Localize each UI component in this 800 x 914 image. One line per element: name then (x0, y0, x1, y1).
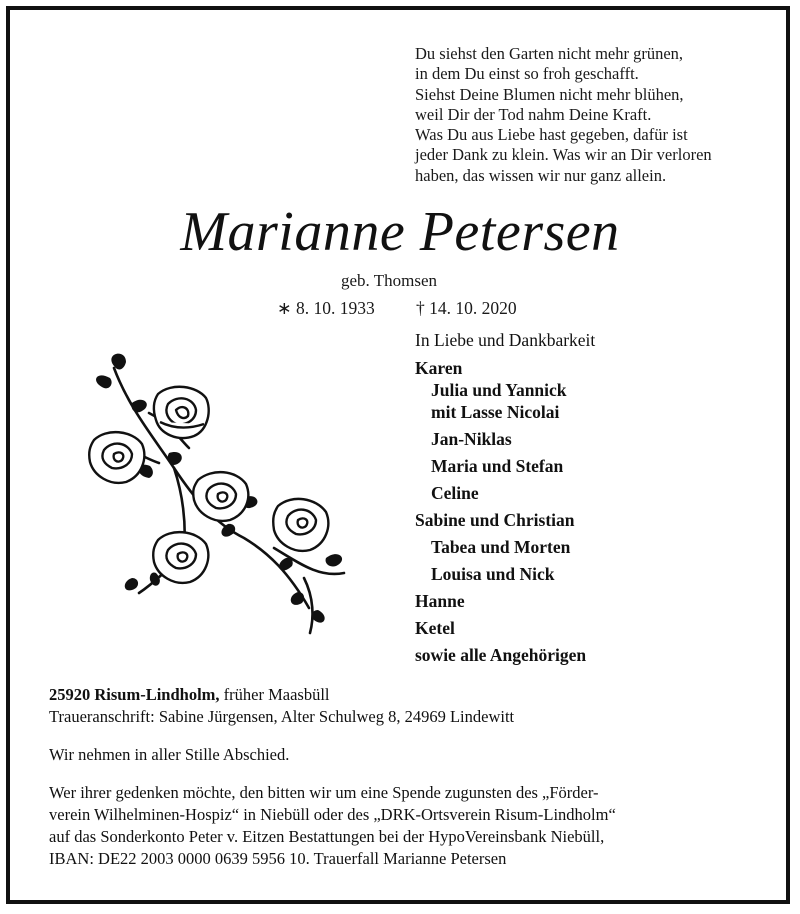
poem-line: Du siehst den Garten nicht mehr grünen, (415, 44, 684, 63)
memorial-poem (415, 44, 775, 186)
poem-line: in dem Du einst so froh geschafft. (415, 64, 639, 84)
residence-location: 25920 Risum-Lindholm, (49, 685, 220, 704)
mourning-address: Traueranschrift: Sabine Jürgensen, Alter Schulweg 8, 24969 Lindewitt (49, 707, 515, 726)
donation-line: verein Wilhelminen-Hospiz“ in Niebüll oder des „DRK-Ortsverein Risum-Lindholm“ (49, 805, 616, 824)
mourner-entry: Maria und Stefan (431, 456, 564, 476)
poem-line: Siehst Deine Blumen nicht mehr blühen, (415, 84, 684, 104)
mourners-list (415, 328, 775, 666)
mourner-entry: Hanne (415, 591, 465, 611)
mourner-entry: Sabine und Christian (415, 510, 575, 530)
mourner-entry: Jan-Niklas (431, 429, 512, 449)
mourner-entry: Tabea und Morten (431, 537, 571, 557)
rose-branch-illustration (74, 348, 354, 638)
donation-line: IBAN: DE22 2003 0000 0639 5956 10. Trauerfall Marianne Petersen (49, 849, 507, 868)
birth-date: ∗ 8. 10. 1933 (277, 298, 375, 318)
notice-footer (49, 684, 779, 870)
death-date: † 14. 10. 2020 (416, 298, 517, 318)
poem-line: Was Du aus Liebe hast gegeben, dafür ist (415, 125, 688, 145)
mourners-intro: In Liebe und Dankbarkeit (415, 330, 596, 350)
mourner-entry: Karen (415, 358, 463, 378)
mourner-entry: mit Lasse Nicolai (431, 402, 560, 422)
residence-former: früher Maasbüll (219, 685, 330, 704)
mourner-entry: sowie alle Angehörigen (415, 645, 587, 665)
maiden-name: geb. Thomsen (341, 271, 438, 290)
mourner-entry: Ketel (415, 618, 455, 638)
residence-line (49, 684, 779, 706)
poem-line: weil Dir der Tod nahm Deine Kraft. (415, 104, 652, 124)
poem-line: jeder Dank zu klein. Was wir an Dir verloren (415, 145, 712, 165)
obituary-notice (6, 6, 790, 904)
mourner-entry: Celine (431, 483, 479, 503)
donation-line: Wer ihrer gedenken möchte, den bitten wir um eine Spende zugunsten des „Förder- (49, 783, 599, 802)
poem-line: haben, das wissen wir nur ganz allein. (415, 165, 667, 185)
donation-request (49, 782, 779, 870)
farewell-note: Wir nehmen in aller Stille Abschied. (49, 745, 290, 764)
donation-line: auf das Sonderkonto Peter v. Eitzen Bestattungen bei der HypoVereinsbank Niebüll, (49, 827, 605, 846)
mourner-entry: Louisa und Nick (431, 564, 555, 584)
deceased-name: Marianne Petersen (180, 201, 620, 263)
mourner-entry: Julia und Yannick (431, 380, 567, 400)
